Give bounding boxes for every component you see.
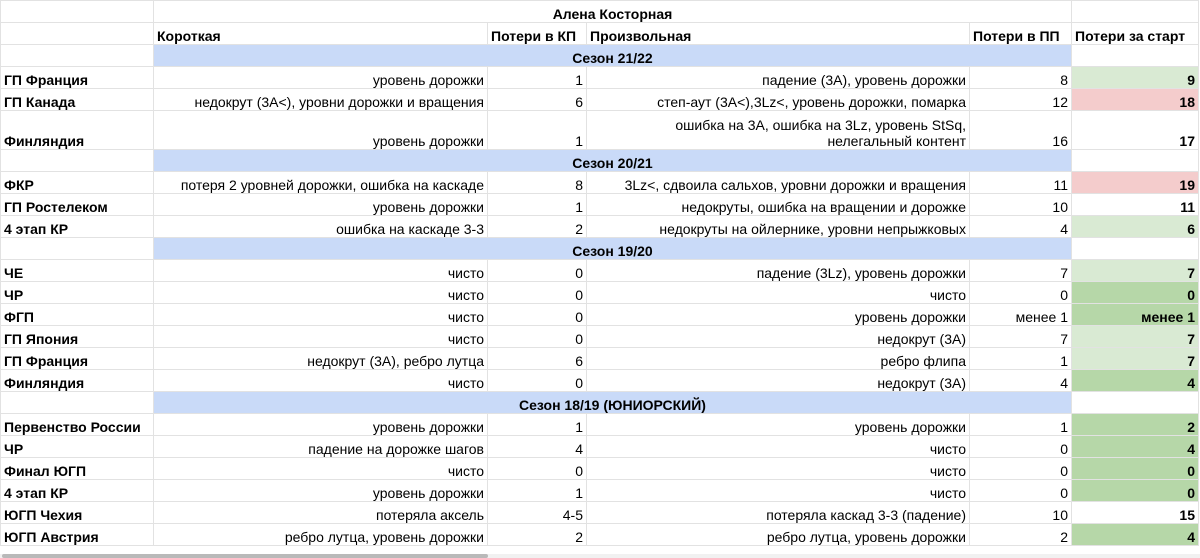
table-row	[1, 260, 1199, 282]
total-loss[interactable]: менее 1	[1072, 304, 1199, 326]
short-program-notes[interactable]: уровень дорожки	[154, 414, 488, 436]
table-row	[1, 458, 1199, 480]
table-row	[1, 414, 1199, 436]
short-program-loss[interactable]: 6	[488, 89, 587, 111]
season-row	[1, 392, 1199, 414]
free-program-notes[interactable]: недокруты, ошибка на вращении и дорожке	[587, 194, 970, 216]
free-program-loss[interactable]: 12	[970, 89, 1072, 111]
season-empty-cell[interactable]	[1, 45, 154, 67]
short-program-notes[interactable]: чисто	[154, 370, 488, 392]
free-program-loss[interactable]: 0	[970, 436, 1072, 458]
total-loss[interactable]: 17	[1072, 111, 1199, 150]
total-loss[interactable]: 4	[1072, 436, 1199, 458]
season-label[interactable]: Сезон 20/21	[154, 150, 1072, 172]
free-program-loss[interactable]: 1	[970, 414, 1072, 436]
table-row	[1, 304, 1199, 326]
event-name[interactable]: ФГП	[1, 304, 154, 326]
season-empty-cell[interactable]	[1, 238, 154, 260]
free-program-notes[interactable]: 3Lz<, сдвоила сальхов, уровни дорожки и вращения	[587, 172, 970, 194]
free-program-loss[interactable]: 11	[970, 172, 1072, 194]
table-row	[1, 436, 1199, 458]
season-empty-cell[interactable]	[1072, 392, 1199, 414]
event-name[interactable]: 4 этап КР	[1, 216, 154, 238]
event-name[interactable]: Финляндия	[1, 370, 154, 392]
short-program-notes[interactable]: ошибка на каскаде 3-3	[154, 216, 488, 238]
short-program-loss[interactable]: 0	[488, 458, 587, 480]
total-loss[interactable]: 19	[1072, 172, 1199, 194]
event-name[interactable]: ЧЕ	[1, 260, 154, 282]
season-row	[1, 150, 1199, 172]
free-program-notes[interactable]: чисто	[587, 436, 970, 458]
season-empty-cell[interactable]	[1072, 238, 1199, 260]
total-loss[interactable]: 4	[1072, 524, 1199, 546]
free-program-notes[interactable]: уровень дорожки	[587, 414, 970, 436]
free-program-loss[interactable]: 4	[970, 370, 1072, 392]
event-name[interactable]: Первенство России	[1, 414, 154, 436]
header-short[interactable]: Короткая	[154, 23, 488, 45]
table-row	[1, 348, 1199, 370]
free-program-notes[interactable]: ребро лутца, уровень дорожки	[587, 524, 970, 546]
header-row	[1, 23, 1199, 45]
short-program-notes[interactable]: чисто	[154, 458, 488, 480]
event-name[interactable]: 4 этап КР	[1, 480, 154, 502]
event-name[interactable]: ГП Франция	[1, 67, 154, 89]
total-loss[interactable]: 15	[1072, 502, 1199, 524]
short-program-loss[interactable]: 8	[488, 172, 587, 194]
short-program-loss[interactable]: 1	[488, 111, 587, 150]
scrollbar-thumb[interactable]	[2, 554, 488, 558]
event-name[interactable]: Финал ЮГП	[1, 458, 154, 480]
free-program-notes[interactable]: степ-аут (3А<),3Lz<, уровень дорожки, помарка	[587, 89, 970, 111]
free-program-notes[interactable]: уровень дорожки	[587, 304, 970, 326]
season-empty-cell[interactable]	[1, 392, 154, 414]
total-loss[interactable]: 11	[1072, 194, 1199, 216]
free-program-loss[interactable]: 0	[970, 480, 1072, 502]
season-row	[1, 45, 1199, 67]
short-program-notes[interactable]: потеряла аксель	[154, 502, 488, 524]
table-row	[1, 480, 1199, 502]
free-program-loss[interactable]: 2	[970, 524, 1072, 546]
free-program-notes[interactable]: чисто	[587, 458, 970, 480]
short-program-notes[interactable]: потеря 2 уровней дорожки, ошибка на каскаде	[154, 172, 488, 194]
table-row	[1, 194, 1199, 216]
total-loss[interactable]: 7	[1072, 260, 1199, 282]
season-empty-cell[interactable]	[1072, 45, 1199, 67]
free-program-loss[interactable]: 16	[970, 111, 1072, 150]
table-row	[1, 67, 1199, 89]
title-row	[1, 1, 1199, 23]
short-program-notes[interactable]: уровень дорожки	[154, 194, 488, 216]
short-program-loss[interactable]: 1	[488, 480, 587, 502]
title-cell[interactable]	[1, 1, 154, 23]
free-program-notes[interactable]: ошибка на 3А, ошибка на 3Lz, уровень StSq, нелегальный контент	[587, 111, 970, 150]
total-loss[interactable]: 0	[1072, 282, 1199, 304]
event-name[interactable]: ГП Канада	[1, 89, 154, 111]
free-program-notes[interactable]: недокруты на ойлернике, уровни непрыжковых	[587, 216, 970, 238]
free-program-notes[interactable]: падение (3Lz), уровень дорожки	[587, 260, 970, 282]
event-name[interactable]: ГП Ростелеком	[1, 194, 154, 216]
season-label[interactable]: Сезон 18/19 (ЮНИОРСКИЙ)	[154, 392, 1072, 414]
free-program-loss[interactable]: 1	[970, 348, 1072, 370]
season-empty-cell[interactable]	[1, 150, 154, 172]
free-program-notes[interactable]: чисто	[587, 480, 970, 502]
horizontal-scrollbar[interactable]	[0, 554, 1200, 558]
total-loss[interactable]: 0	[1072, 480, 1199, 502]
free-program-loss[interactable]: 0	[970, 282, 1072, 304]
total-loss[interactable]: 9	[1072, 67, 1199, 89]
total-loss[interactable]: 18	[1072, 89, 1199, 111]
header-loss-sp[interactable]: Потери в КП	[488, 23, 587, 45]
free-program-notes[interactable]: недокрут (3А)	[587, 326, 970, 348]
header-event-cell[interactable]	[1, 23, 154, 45]
free-program-notes[interactable]: недокрут (3А)	[587, 370, 970, 392]
total-loss[interactable]: 6	[1072, 216, 1199, 238]
free-program-loss[interactable]: 7	[970, 260, 1072, 282]
short-program-notes[interactable]: чисто	[154, 326, 488, 348]
free-program-notes[interactable]: ребро флипа	[587, 348, 970, 370]
free-program-loss[interactable]: 8	[970, 67, 1072, 89]
short-program-loss[interactable]: 1	[488, 194, 587, 216]
total-loss[interactable]: 7	[1072, 326, 1199, 348]
short-program-loss[interactable]: 2	[488, 216, 587, 238]
short-program-loss[interactable]: 0	[488, 282, 587, 304]
total-loss[interactable]: 4	[1072, 370, 1199, 392]
header-loss-fs[interactable]: Потери в ПП	[970, 23, 1072, 45]
table-row	[1, 111, 1199, 150]
event-name[interactable]: Финляндия	[1, 111, 154, 150]
table-row	[1, 172, 1199, 194]
short-program-loss[interactable]: 0	[488, 304, 587, 326]
short-program-notes[interactable]: падение на дорожке шагов	[154, 436, 488, 458]
free-program-loss[interactable]: 10	[970, 194, 1072, 216]
event-name[interactable]: ГП Франция	[1, 348, 154, 370]
spreadsheet-body	[1, 1, 1199, 546]
free-program-loss[interactable]: 4	[970, 216, 1072, 238]
table-row	[1, 282, 1199, 304]
header-loss-total[interactable]: Потери за старт	[1072, 23, 1199, 45]
short-program-loss[interactable]: 0	[488, 326, 587, 348]
header-free[interactable]: Произвольная	[587, 23, 970, 45]
total-loss[interactable]: 0	[1072, 458, 1199, 480]
total-loss[interactable]: 7	[1072, 348, 1199, 370]
short-program-notes[interactable]: чисто	[154, 282, 488, 304]
short-program-notes[interactable]: уровень дорожки	[154, 67, 488, 89]
event-name[interactable]: ЮГП Чехия	[1, 502, 154, 524]
short-program-loss[interactable]: 6	[488, 348, 587, 370]
short-program-loss[interactable]: 0	[488, 260, 587, 282]
free-program-loss[interactable]: 0	[970, 458, 1072, 480]
sheet-title[interactable]: Алена Косторная	[154, 1, 1072, 23]
short-program-loss[interactable]: 1	[488, 414, 587, 436]
short-program-notes[interactable]: ребро лутца, уровень дорожки	[154, 524, 488, 546]
event-name[interactable]: ФКР	[1, 172, 154, 194]
event-name[interactable]: ГП Япония	[1, 326, 154, 348]
short-program-loss[interactable]: 2	[488, 524, 587, 546]
free-program-loss[interactable]: 7	[970, 326, 1072, 348]
short-program-notes[interactable]: недокрут (3А), ребро лутца	[154, 348, 488, 370]
event-name[interactable]: ЧР	[1, 282, 154, 304]
short-program-notes[interactable]: уровень дорожки	[154, 480, 488, 502]
free-program-notes[interactable]: потеряла каскад 3-3 (падение)	[587, 502, 970, 524]
free-program-loss[interactable]: 10	[970, 502, 1072, 524]
event-name[interactable]: ЮГП Австрия	[1, 524, 154, 546]
short-program-loss[interactable]: 4	[488, 436, 587, 458]
free-program-notes[interactable]: падение (3А), уровень дорожки	[587, 67, 970, 89]
event-name[interactable]: ЧР	[1, 436, 154, 458]
short-program-loss[interactable]: 1	[488, 67, 587, 89]
total-loss[interactable]: 2	[1072, 414, 1199, 436]
table-row	[1, 216, 1199, 238]
short-program-notes[interactable]: чисто	[154, 260, 488, 282]
table-row	[1, 370, 1199, 392]
free-program-notes[interactable]: чисто	[587, 282, 970, 304]
title-cell[interactable]	[1072, 1, 1199, 23]
short-program-notes[interactable]: уровень дорожки	[154, 111, 488, 150]
season-label[interactable]: Сезон 19/20	[154, 238, 1072, 260]
short-program-notes[interactable]: недокрут (3А<), уровни дорожки и вращения	[154, 89, 488, 111]
free-program-loss[interactable]: менее 1	[970, 304, 1072, 326]
short-program-notes[interactable]: чисто	[154, 304, 488, 326]
season-row	[1, 238, 1199, 260]
table-row	[1, 89, 1199, 111]
short-program-loss[interactable]: 0	[488, 370, 587, 392]
season-empty-cell[interactable]	[1072, 150, 1199, 172]
season-label[interactable]: Сезон 21/22	[154, 45, 1072, 67]
table-row	[1, 502, 1199, 524]
short-program-loss[interactable]: 4-5	[488, 502, 587, 524]
table-row	[1, 326, 1199, 348]
table-row	[1, 524, 1199, 546]
